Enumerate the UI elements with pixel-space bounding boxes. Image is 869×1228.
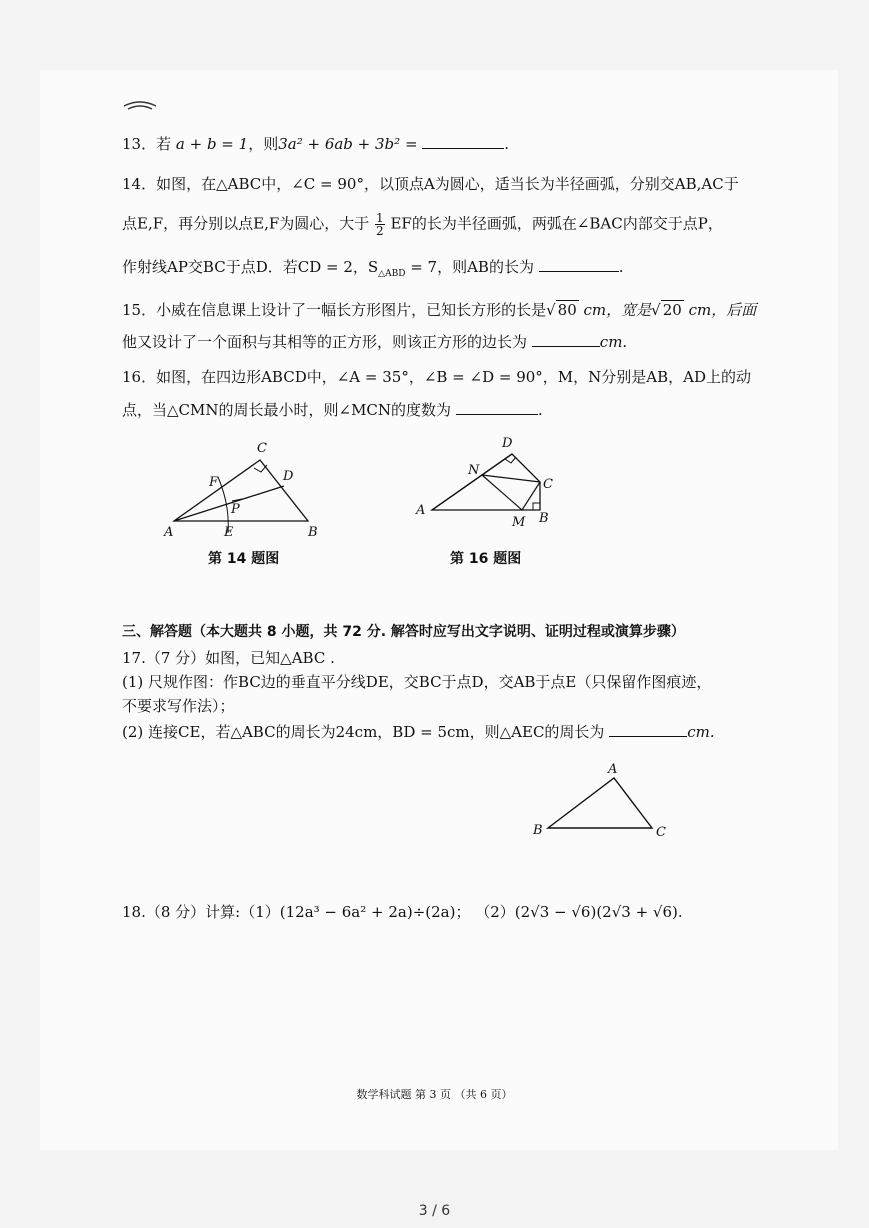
fig14-label-c: C (257, 441, 267, 456)
q13-number: 13． (122, 135, 157, 153)
fig16-label-a: A (416, 503, 426, 518)
figure-14-caption: 第 14 题图 (208, 551, 280, 567)
q14-subscript: △ABD (378, 269, 406, 279)
fig14-label-d: D (283, 469, 294, 484)
page-indicator: 3 / 6 (418, 1203, 451, 1219)
q14-frac-den: 2 (376, 224, 384, 238)
question-17-line2: (1) 尺规作图：作BC边的垂直平分线DE，交BC于点D，交AB于点E（只保留作图痕迹， (122, 673, 712, 691)
section-3-heading: 三、解答题（本大题共 8 小题，共 72 分. 解答时应写出文字说明、证明过程或演算步骤） (122, 624, 685, 640)
figure-17 (528, 758, 678, 840)
page-footer: 数学科试题 第 3 页 （共 6 页） (356, 1088, 513, 1101)
segment-nm (482, 475, 522, 510)
fig14-label-e: E (224, 525, 234, 540)
question-15-line2 (122, 332, 627, 352)
q14-line2a: 点E,F，再分别以点E,F为圆心，大于 (122, 214, 370, 233)
q15-line1a: 15．小威在信息课上设计了一幅长方形图片，已知长方形的长是 (122, 301, 547, 319)
figure-14 (160, 435, 340, 545)
question-15-line1: 15．小威在信息课上设计了一幅长方形图片，已知长方形的长是√ 80 cm，宽是√ 20 cm，后面 (122, 301, 757, 319)
question-18: 18.（8 分）计算:（1）(12a³ − 6a² + 2a)÷(2a)； （2）(2√3 − √6)(2√3 + √6). (122, 903, 683, 921)
fig16-label-b: B (539, 511, 549, 526)
fig16-label-c: C (543, 477, 553, 492)
q15-answer-blank[interactable] (532, 332, 600, 347)
question-17-line3: 不要求写作法）； (122, 697, 235, 715)
fig16-label-n: N (468, 463, 480, 478)
q14-answer-blank[interactable] (539, 257, 619, 272)
fig14-label-b: B (308, 525, 318, 540)
fig16-label-m: M (512, 515, 526, 530)
quadrilateral-abcd (432, 454, 540, 510)
segment-mc (522, 482, 540, 510)
q17-unit: cm. (687, 723, 715, 741)
q14-fraction (375, 212, 385, 237)
fig14-label-f: F (209, 475, 219, 490)
question-16-line1: 16．如图，在四边形ABCD中，∠A = 35°，∠B = ∠D = 90°，M，N分别是AB，AD上的动 (122, 368, 751, 386)
q15-unit: cm. (599, 333, 628, 351)
q13-expression: 3a² + 6ab + 3b² = (278, 135, 418, 153)
stamp-mark (120, 96, 160, 116)
q16-line2a: 点，当△CMN的周长最小时，则∠MCN的度数为 (122, 401, 452, 419)
triangle-abc-17 (548, 778, 652, 828)
fig17-label-b: B (533, 823, 543, 838)
q13-text-a: 若 (156, 135, 172, 153)
fig17-label-c: C (656, 825, 666, 840)
q13-text-b: ，则 (248, 135, 279, 153)
q14-frac-num: 1 (376, 211, 384, 225)
question-14-line2 (122, 212, 723, 237)
q15-line1c: cm，后面 (683, 301, 757, 319)
question-16-line2 (122, 400, 543, 420)
fig17-label-a: A (608, 762, 618, 777)
q14-end: . (618, 258, 624, 276)
figure-16 (410, 432, 570, 532)
q13-end: . (504, 135, 510, 153)
q17-answer-blank[interactable] (609, 722, 687, 737)
q13-answer-blank[interactable] (422, 134, 504, 149)
q14-line2b: EF的长为半径画弧，两弧在∠BAC内部交于点P， (390, 214, 723, 233)
q15-sqrt1: 80 (557, 301, 577, 319)
q15-sqrt2: 20 (662, 301, 682, 319)
ray-ad (174, 486, 284, 521)
q14-line3b: = 7，则AB的长为 (405, 258, 534, 276)
q15-line2a: 他又设计了一个面积与其相等的正方形，则该正方形的边长为 (122, 333, 528, 351)
fig14-label-p: P (231, 502, 240, 517)
q16-end: . (537, 401, 543, 419)
q13-condition: a + b = 1 (175, 135, 249, 153)
q14-line3a: 作射线AP交BC于点D．若CD = 2，S (122, 258, 379, 276)
figure-16-caption: 第 16 题图 (450, 551, 522, 567)
fig14-label-a: A (164, 525, 174, 540)
right-angle-mark-b (533, 503, 540, 510)
question-17-line1: 17.（7 分）如图，已知△ABC . (122, 649, 335, 667)
fig16-label-d: D (502, 436, 513, 451)
q17-line4a: (2) 连接CE，若△ABC的周长为24cm，BD = 5cm，则△AEC的周长为 (122, 723, 605, 741)
question-13 (122, 134, 509, 154)
question-17-line4 (122, 722, 715, 742)
segment-nc (482, 475, 540, 482)
q16-answer-blank[interactable] (456, 400, 538, 415)
q15-line1b: cm，宽是 (578, 301, 652, 319)
question-14-line1: 14．如图，在△ABC中，∠C = 90°，以顶点A为圆心，适当长为半径画弧，分别交AB,AC于 (122, 175, 739, 193)
question-14-line3 (122, 257, 624, 284)
